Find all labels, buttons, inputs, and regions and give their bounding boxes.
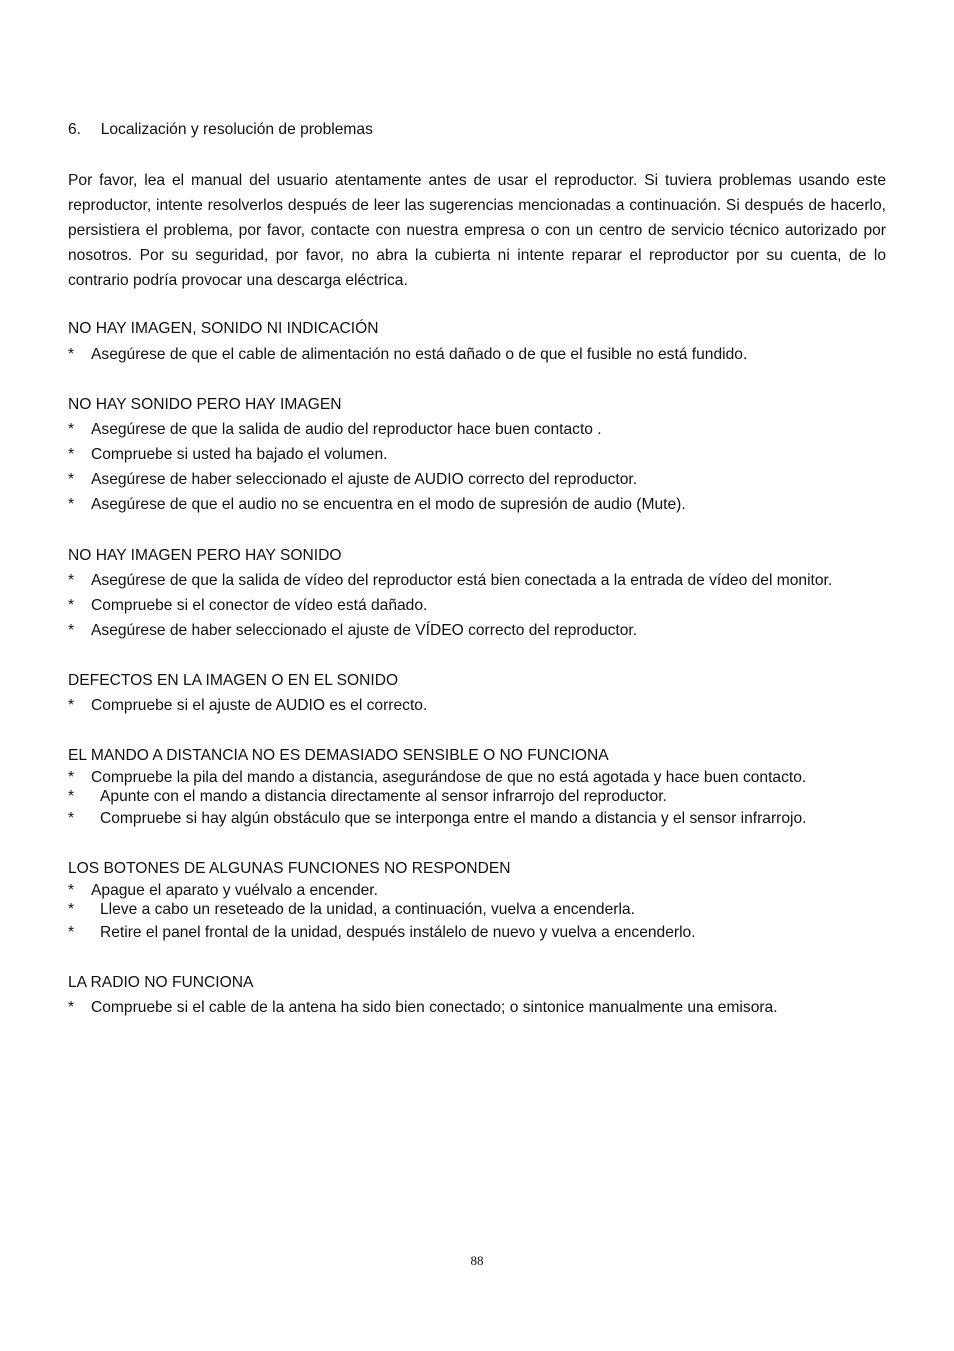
list-item	[68, 810, 806, 828]
bullet-marker: *	[68, 597, 75, 614]
list-item	[68, 882, 378, 900]
list-item	[68, 572, 832, 590]
list-item-text: Compruebe si el cable de la antena ha sido bien conectado; o sintonice manualmente una emisora.	[91, 999, 778, 1016]
list-item-text: Lleve a cabo un reseteado de la unidad, a continuación, vuelva a encenderla.	[100, 901, 635, 918]
list-item-text: Retire el panel frontal de la unidad, después instálelo de nuevo y vuelva a encenderlo.	[100, 924, 696, 941]
problem-title: NO HAY IMAGEN PERO HAY SONIDO	[68, 547, 342, 564]
list-item-text: Compruebe si el ajuste de AUDIO es el correcto.	[91, 697, 428, 714]
list-item-text: Asegúrese de que la salida de vídeo del reproductor está bien conectada a la entrada de vídeo del monitor.	[91, 572, 833, 589]
list-item-text: Apague el aparato y vuélvalo a encender.	[91, 882, 378, 899]
list-item	[68, 999, 778, 1017]
list-item-text: Compruebe la pila del mando a distancia, asegurándose de que no está agotada y hace buen contacto.	[91, 769, 807, 786]
list-item	[68, 901, 635, 919]
problem-title: NO HAY SONIDO PERO HAY IMAGEN	[68, 396, 342, 413]
list-item	[68, 769, 806, 787]
list-item-text: Compruebe si hay algún obstáculo que se interponga entre el mando a distancia y el sensor infrarrojo.	[100, 810, 807, 827]
bullet-marker: *	[68, 421, 75, 438]
bullet-marker: *	[68, 446, 75, 463]
bullet-marker: *	[68, 901, 75, 918]
bullet-marker: *	[68, 697, 75, 714]
bullet-marker: *	[68, 622, 75, 639]
section-heading	[68, 121, 373, 139]
list-item	[68, 697, 427, 715]
problem-title: LA RADIO NO FUNCIONA	[68, 974, 254, 991]
list-item	[68, 788, 667, 806]
list-item-text: Asegúrese de que la salida de audio del reproductor hace buen contacto .	[91, 421, 602, 438]
list-item	[68, 622, 637, 640]
list-item-text: Compruebe si usted ha bajado el volumen.	[91, 446, 388, 463]
bullet-marker: *	[68, 572, 75, 589]
list-item	[68, 346, 747, 364]
problem-title: NO HAY IMAGEN, SONIDO NI INDICACIÓN	[68, 320, 379, 337]
list-item	[68, 421, 602, 439]
list-item	[68, 597, 427, 615]
problem-title: DEFECTOS EN LA IMAGEN O EN EL SONIDO	[68, 672, 399, 689]
section-number: 6.	[68, 121, 82, 138]
list-item-text: Compruebe si el conector de vídeo está dañado.	[91, 597, 428, 614]
list-item-text: Apunte con el mando a distancia directamente al sensor infrarrojo del reproductor.	[100, 788, 667, 805]
list-item-text: Asegúrese de haber seleccionado el ajuste de VÍDEO correcto del reproductor.	[91, 622, 638, 639]
list-item	[68, 924, 696, 942]
list-item	[68, 496, 686, 514]
bullet-marker: *	[68, 882, 75, 899]
bullet-marker: *	[68, 810, 75, 827]
list-item	[68, 446, 387, 464]
list-item-text: Asegúrese de que el cable de alimentación no está dañado o de que el fusible no está fundido.	[91, 346, 748, 363]
problem-title: EL MANDO A DISTANCIA NO ES DEMASIADO SENSIBLE O NO FUNCIONA	[68, 747, 609, 764]
intro-paragraph: Por favor, lea el manual del usuario atentamente antes de usar el reproductor. Si tuviera problemas usando este reproductor, intente resolverlos después de leer las sugerencias mencionadas a continuación. Si después de hacerlo, persistiera el problema, por favor, contacte con nuestra empresa o con un centro de servicio técnico autorizado por nosotros. Por su seguridad, por favor, no abra la cubierta ni intente reparar el reproductor por su cuenta, de lo contrario podría provocar una descarga eléctrica.	[68, 172, 886, 289]
bullet-marker: *	[68, 471, 75, 488]
bullet-marker: *	[68, 346, 75, 363]
bullet-marker: *	[68, 924, 75, 941]
bullet-marker: *	[68, 788, 75, 805]
list-item-text: Asegúrese de que el audio no se encuentra en el modo de supresión de audio (Mute).	[91, 496, 686, 513]
list-item-text: Asegúrese de haber seleccionado el ajuste de AUDIO correcto del reproductor.	[91, 471, 638, 488]
bullet-marker: *	[68, 769, 75, 786]
page-number: 88	[470, 1253, 484, 1268]
section-heading-title: Localización y resolución de problemas	[100, 121, 373, 138]
list-item	[68, 471, 637, 489]
bullet-marker: *	[68, 496, 75, 513]
bullet-marker: *	[68, 999, 75, 1016]
problem-title: LOS BOTONES DE ALGUNAS FUNCIONES NO RESPONDEN	[68, 860, 511, 877]
